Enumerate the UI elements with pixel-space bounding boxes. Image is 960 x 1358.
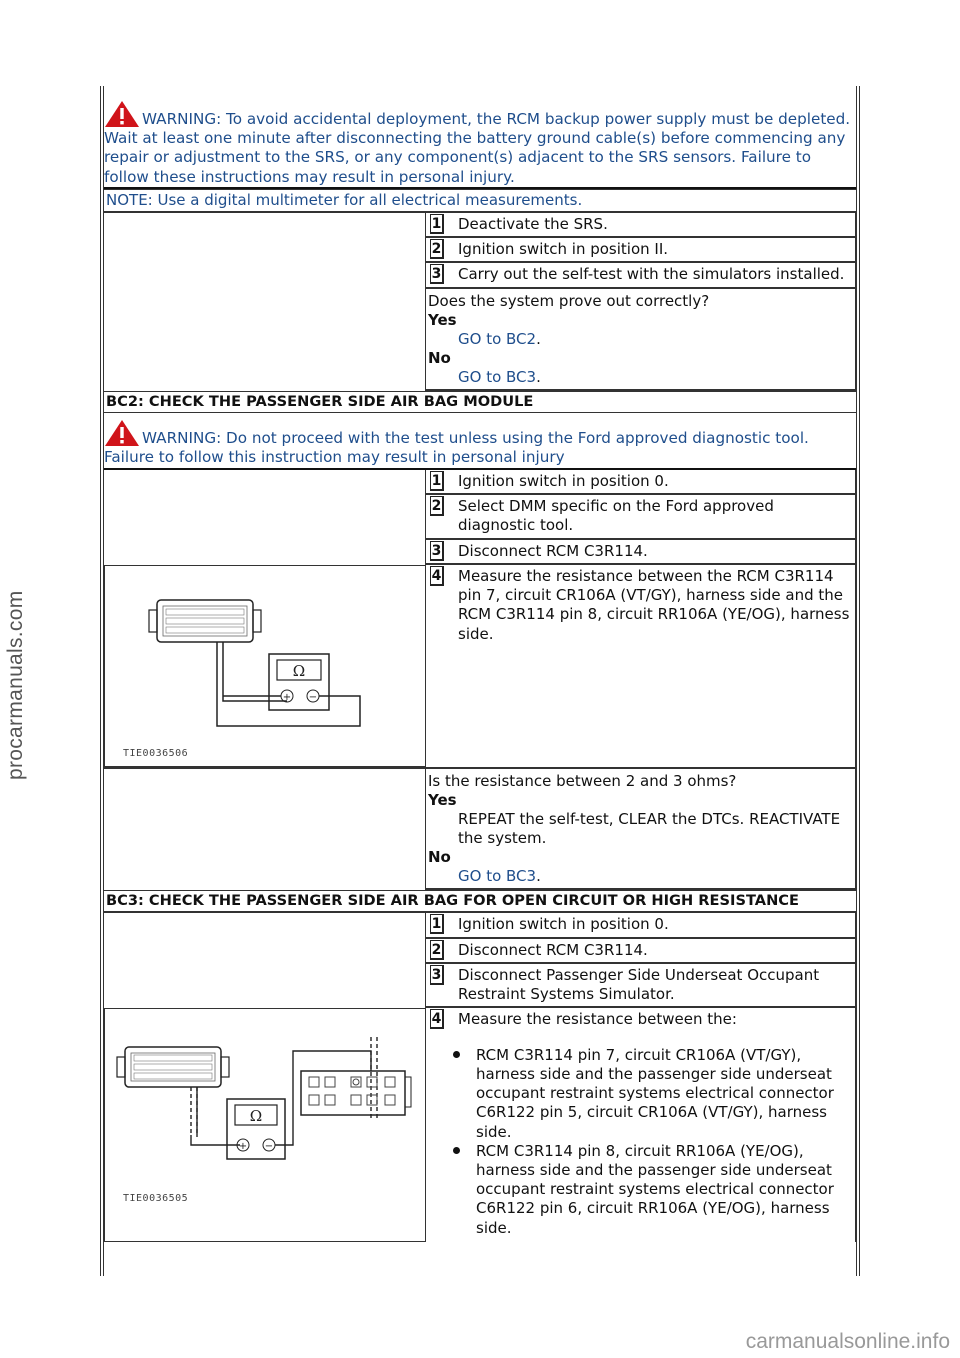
warning-icon xyxy=(104,419,140,447)
step: 4 Measure the resistance between the: RCM C3R114 pin 7, circuit CR106A (VT/GY), harness side and the passenger side underseat occupant restraint systems electrical connector C6R122 pin 5, circuit CR106A (VT/GY), harness side. RCM C3R114 pin 8, circuit RR106A (YE/OG), harness side and the passenger side underseat occupant restraint systems electrical connector C6R122 pin 6, circuit RR106A (YE/OG), harness side. xyxy=(426,1008,855,1237)
measurement-list xyxy=(426,1046,855,1238)
step: 3 Carry out the self-test with the simulators installed. xyxy=(426,263,856,288)
figure-label: TIE0036505 xyxy=(123,1193,189,1205)
yes-action: REPEAT the self-test, CLEAR the DTCs. REACTIVATE the system. xyxy=(458,809,841,847)
bc2-step4-row xyxy=(104,565,856,769)
no-label: No xyxy=(428,847,451,866)
bc3-step4-row xyxy=(104,1008,856,1242)
yes-label: Yes xyxy=(428,310,457,329)
step: 1 Ignition switch in position 0. xyxy=(426,470,856,495)
figure-cell xyxy=(104,1008,426,1242)
svg-text:−: − xyxy=(308,691,318,703)
step: 2 Disconnect RCM C3R114. xyxy=(426,939,856,964)
step: 4 Measure the resistance between the RCM C3R114 pin 7, circuit CR106A (VT/GY), harness side and the RCM C3R114 pin 8, circuit RR106A (YE/OG), harness side. xyxy=(431,566,850,643)
goto-bc3-link[interactable]: GO to BC3 xyxy=(458,367,537,386)
goto-bc2-link[interactable]: GO to BC2 xyxy=(458,329,537,348)
ohm-symbol: Ω xyxy=(292,661,306,680)
step: 2 Ignition switch in position II. xyxy=(426,238,856,263)
svg-text:−: − xyxy=(264,1141,274,1153)
bottom-watermark: carmanualsonline.info xyxy=(745,1330,950,1353)
list-item: RCM C3R114 pin 7, circuit CR106A (VT/GY), harness side and the passenger side underseat occupant restraint systems electrical connector C6R122 pin 5, circuit CR106A (VT/GY), harness side. xyxy=(426,1046,855,1142)
question-cell: Does the system prove out correctly? Yes GO to BC2. No GO to BC3. xyxy=(426,289,856,391)
figure-label: TIE0036506 xyxy=(123,747,189,759)
step: 1 Ignition switch in position 0. xyxy=(426,913,856,938)
list-item: RCM C3R114 pin 8, circuit RR106A (YE/OG), harness side and the passenger side underseat occupant restraint systems electrical connector C6R122 pin 6, circuit RR106A (YE/OG), harness side. xyxy=(426,1142,855,1238)
bc1-steps-row xyxy=(104,213,856,289)
bc2-question-row xyxy=(104,769,856,890)
goto-bc3-link[interactable]: GO to BC3 xyxy=(458,866,537,885)
document xyxy=(104,96,856,1242)
svg-text:+: + xyxy=(238,1141,248,1153)
svg-text:+: + xyxy=(282,691,292,703)
yes-label: Yes xyxy=(428,790,457,809)
empty-cell xyxy=(104,769,426,890)
empty-cell xyxy=(104,213,426,289)
note: NOTE: Use a digital multimeter for all electrical measurements. xyxy=(104,189,856,213)
question-cell: Is the resistance between 2 and 3 ohms? Yes REPEAT the self-test, CLEAR the DTCs. REACTIVATE the system. No GO to BC3. xyxy=(426,769,856,890)
empty-cell xyxy=(104,470,426,565)
wiring-diagram xyxy=(105,1009,425,1209)
step: 2 Select DMM specific on the Ford approved diagnostic tool. xyxy=(426,495,856,540)
ohm-symbol: Ω xyxy=(249,1107,263,1126)
bc3-steps-row xyxy=(104,913,856,1008)
figure-cell xyxy=(104,565,426,767)
step: 3 Disconnect Passenger Side Underseat Occupant Restraint Systems Simulator. xyxy=(426,964,856,1009)
step: 1 Deactivate the SRS. xyxy=(426,213,856,238)
wiring-diagram xyxy=(105,566,425,766)
bc3-heading: BC3: CHECK THE PASSENGER SIDE AIR BAG FOR OPEN CIRCUIT OR HIGH RESISTANCE xyxy=(104,890,856,914)
warning-block xyxy=(104,96,856,189)
bc1-question-row xyxy=(104,289,856,391)
warning-text: WARNING: To avoid accidental deployment, the RCM backup power supply must be depleted. Wait at least one minute after disconnecting the battery ground cable(s) before commencing any repair or adjustment to the SRS, or any component(s) adjacent to the SRS sensors. Failure to follow these instructions may result in personal injury. xyxy=(104,110,851,186)
question: Does the system prove out correctly? xyxy=(428,291,710,310)
no-label: No xyxy=(428,348,451,367)
empty-cell xyxy=(104,289,426,391)
warning-icon xyxy=(104,100,140,128)
empty-cell xyxy=(104,913,426,1008)
question: Is the resistance between 2 and 3 ohms? xyxy=(428,771,737,790)
step: 3 Disconnect RCM C3R114. xyxy=(426,540,856,565)
warning-text: WARNING: Do not proceed with the test unless using the Ford approved diagnostic tool. Failure to follow this instruction may result in personal injury xyxy=(104,429,809,467)
warning-block xyxy=(104,413,856,469)
bc2-steps-row xyxy=(104,470,856,565)
bc2-heading: BC2: CHECK THE PASSENGER SIDE AIR BAG MODULE xyxy=(104,391,856,414)
side-watermark: procarmanuals.com xyxy=(4,590,27,780)
